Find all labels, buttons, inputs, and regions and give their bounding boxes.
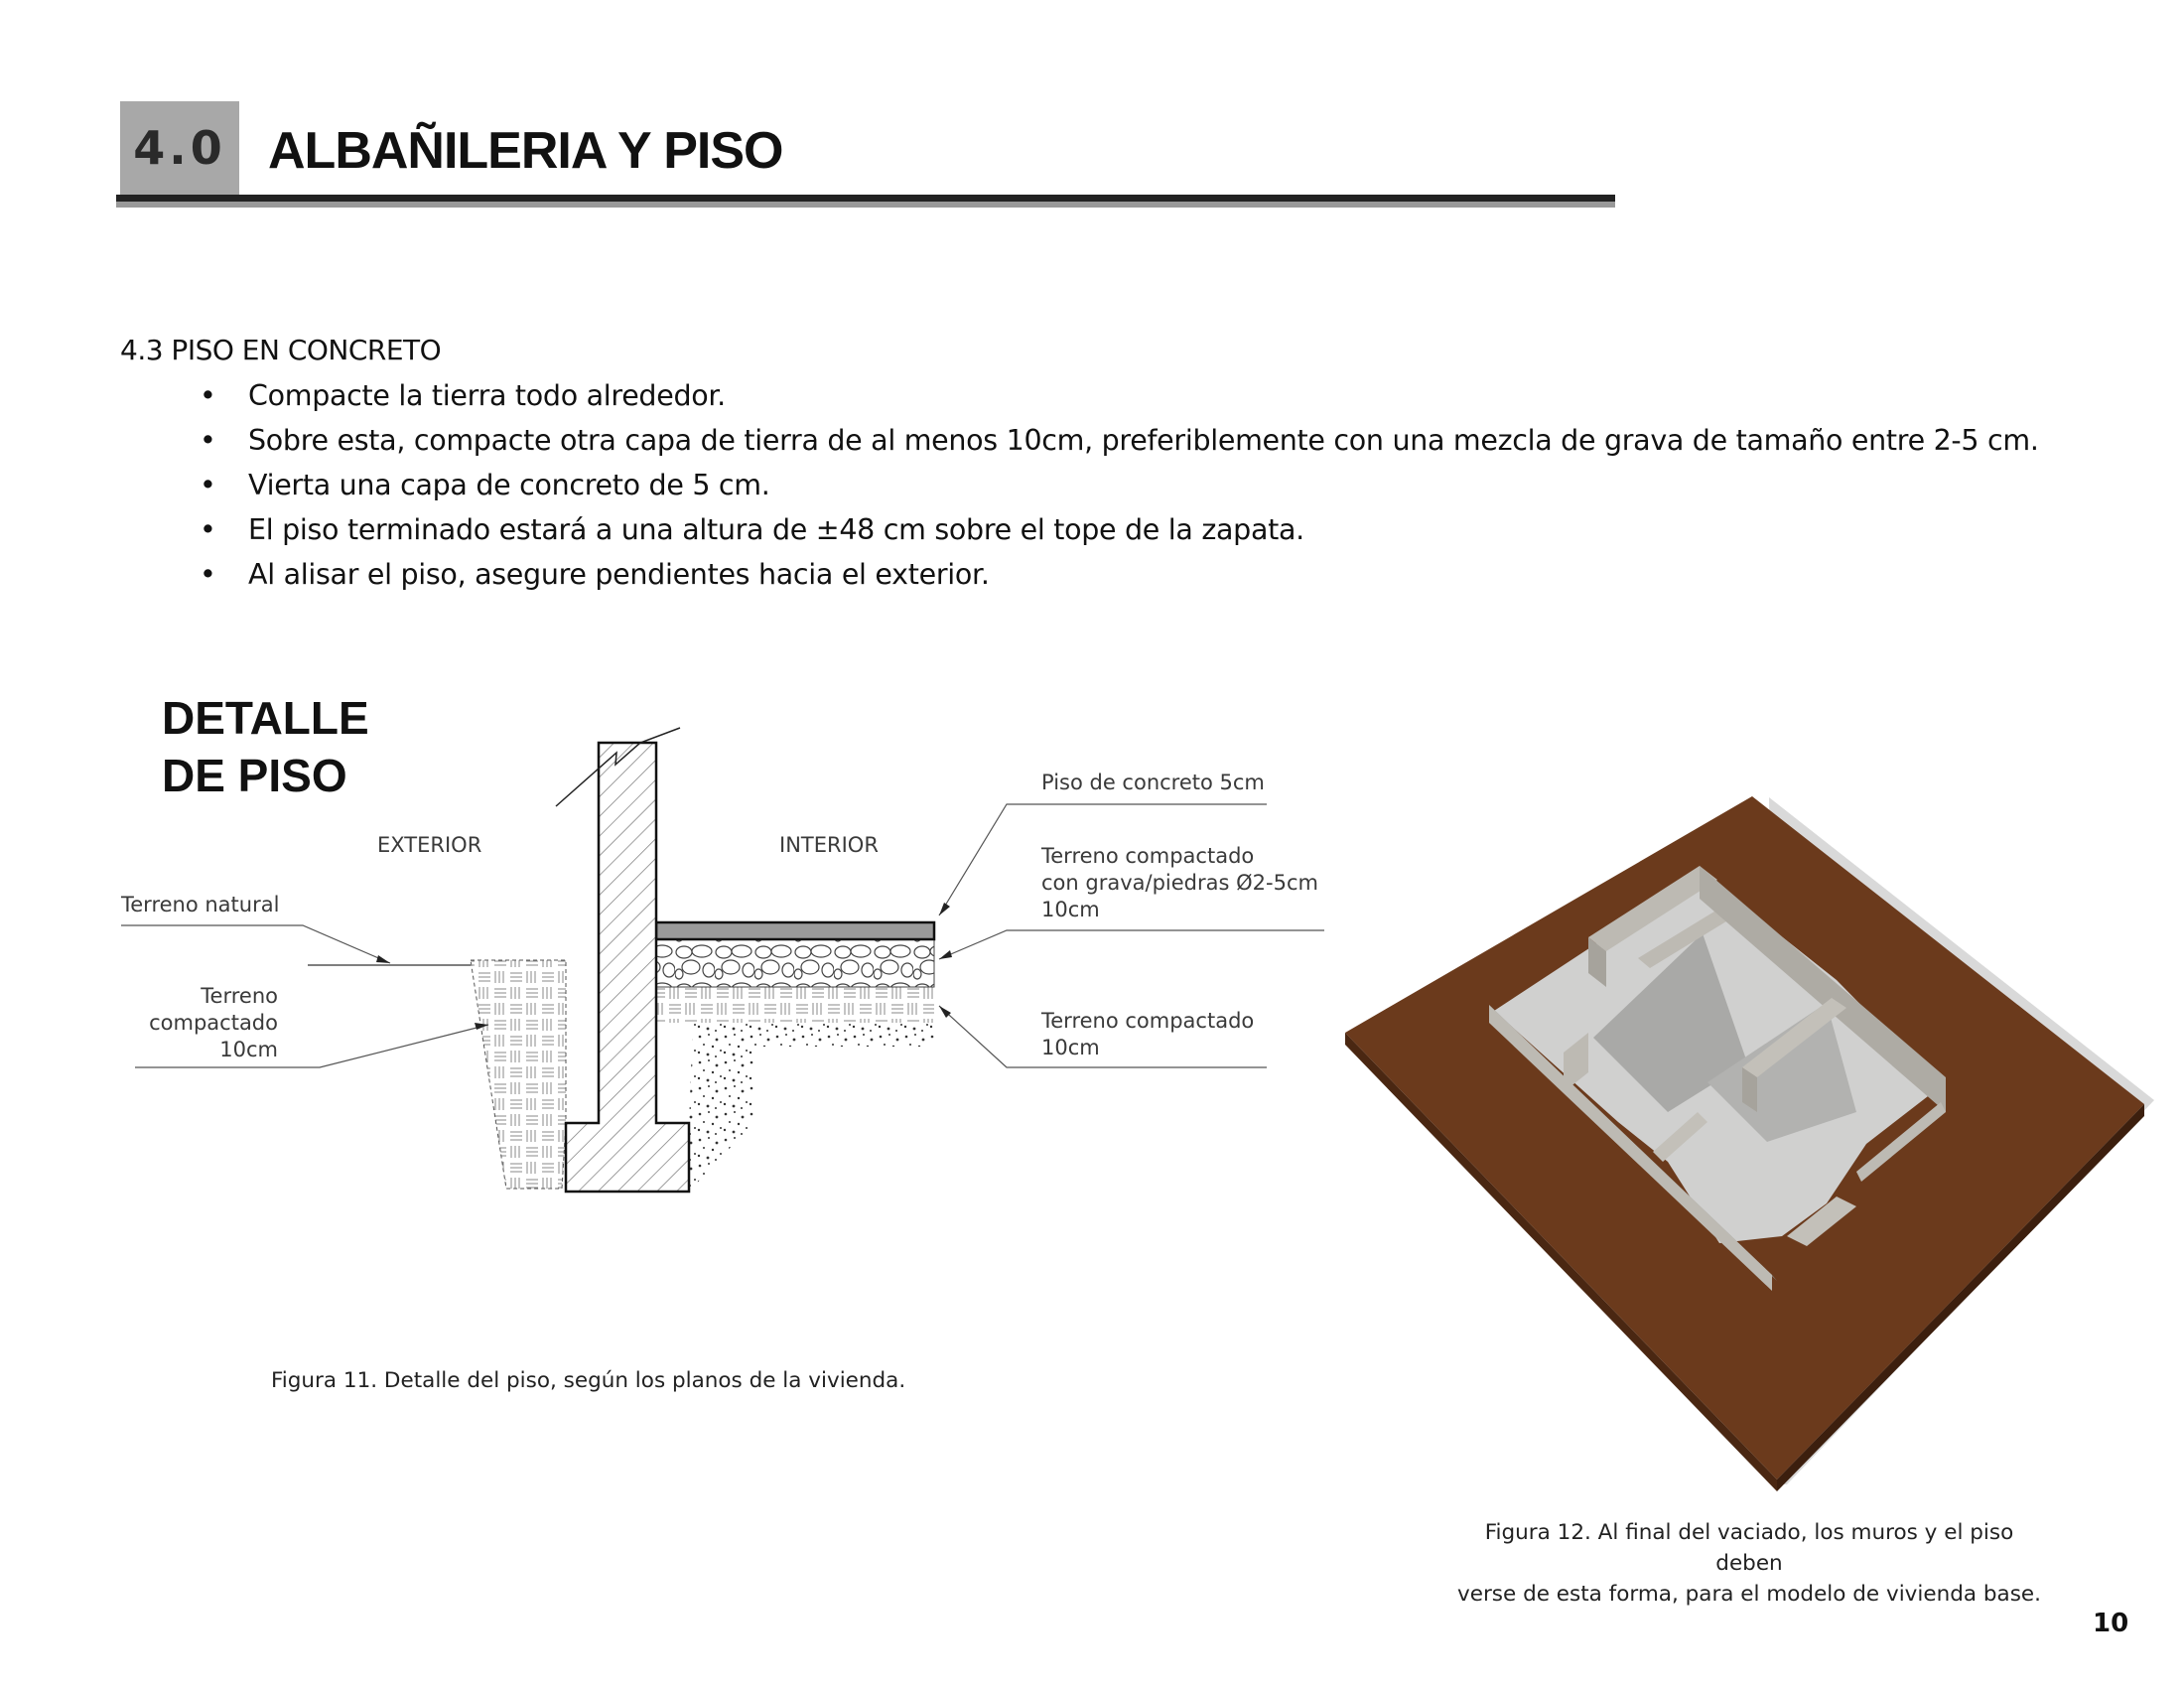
section-number: 4.0 — [120, 101, 239, 195]
bullet-icon: • — [200, 558, 216, 591]
interior-label: INTERIOR — [779, 833, 879, 857]
terreno-compactado-left-label: Terreno compactado 10cm — [149, 984, 278, 1061]
list-item: • Vierta una capa de concreto de 5 cm. — [189, 463, 2039, 507]
terreno-natural-label: Terreno natural — [121, 893, 280, 916]
exterior-label: EXTERIOR — [377, 833, 482, 857]
bullet-icon: • — [200, 424, 216, 457]
list-item: • El piso terminado estará a una altura de ±48 cm sobre el tope de la zapata. — [189, 507, 2039, 552]
figure-11-caption: Figura 11. Detalle del piso, según los planos de la vivienda. — [271, 1368, 906, 1393]
bullet-icon: • — [200, 379, 216, 412]
terreno-grava-label: Terreno compactado con grava/piedras Ø2-5cm 10cm — [1041, 844, 1318, 921]
page-number: 10 — [2093, 1609, 2129, 1638]
list-item: • Compacte la tierra todo alrededor. — [189, 373, 2039, 418]
bullet-icon: • — [200, 469, 216, 501]
piso-concreto-label: Piso de concreto 5cm — [1041, 771, 1265, 794]
list-item: • Al alisar el piso, asegure pendientes hacia el exterior. — [189, 552, 2039, 597]
terreno-compactado-right-label: Terreno compactado 10cm — [1041, 1009, 1255, 1059]
detail-title: DETALLE DE PISO — [162, 692, 369, 801]
section-title: ALBAÑILERIA Y PISO — [268, 122, 783, 180]
bullet-icon: • — [200, 513, 216, 546]
figure-12-caption: Figura 12. Al final del vaciado, los muros y el piso deben verse de esta forma, para el modelo de vivienda base. — [1457, 1520, 2041, 1607]
subsection-title: 4.3 PISO EN CONCRETO — [120, 334, 442, 366]
list-item: • Sobre esta, compacte otra capa de tierra de al menos 10cm, preferiblemente con una mezcla de grava de tamaño entre 2-5 cm. — [189, 418, 2039, 463]
